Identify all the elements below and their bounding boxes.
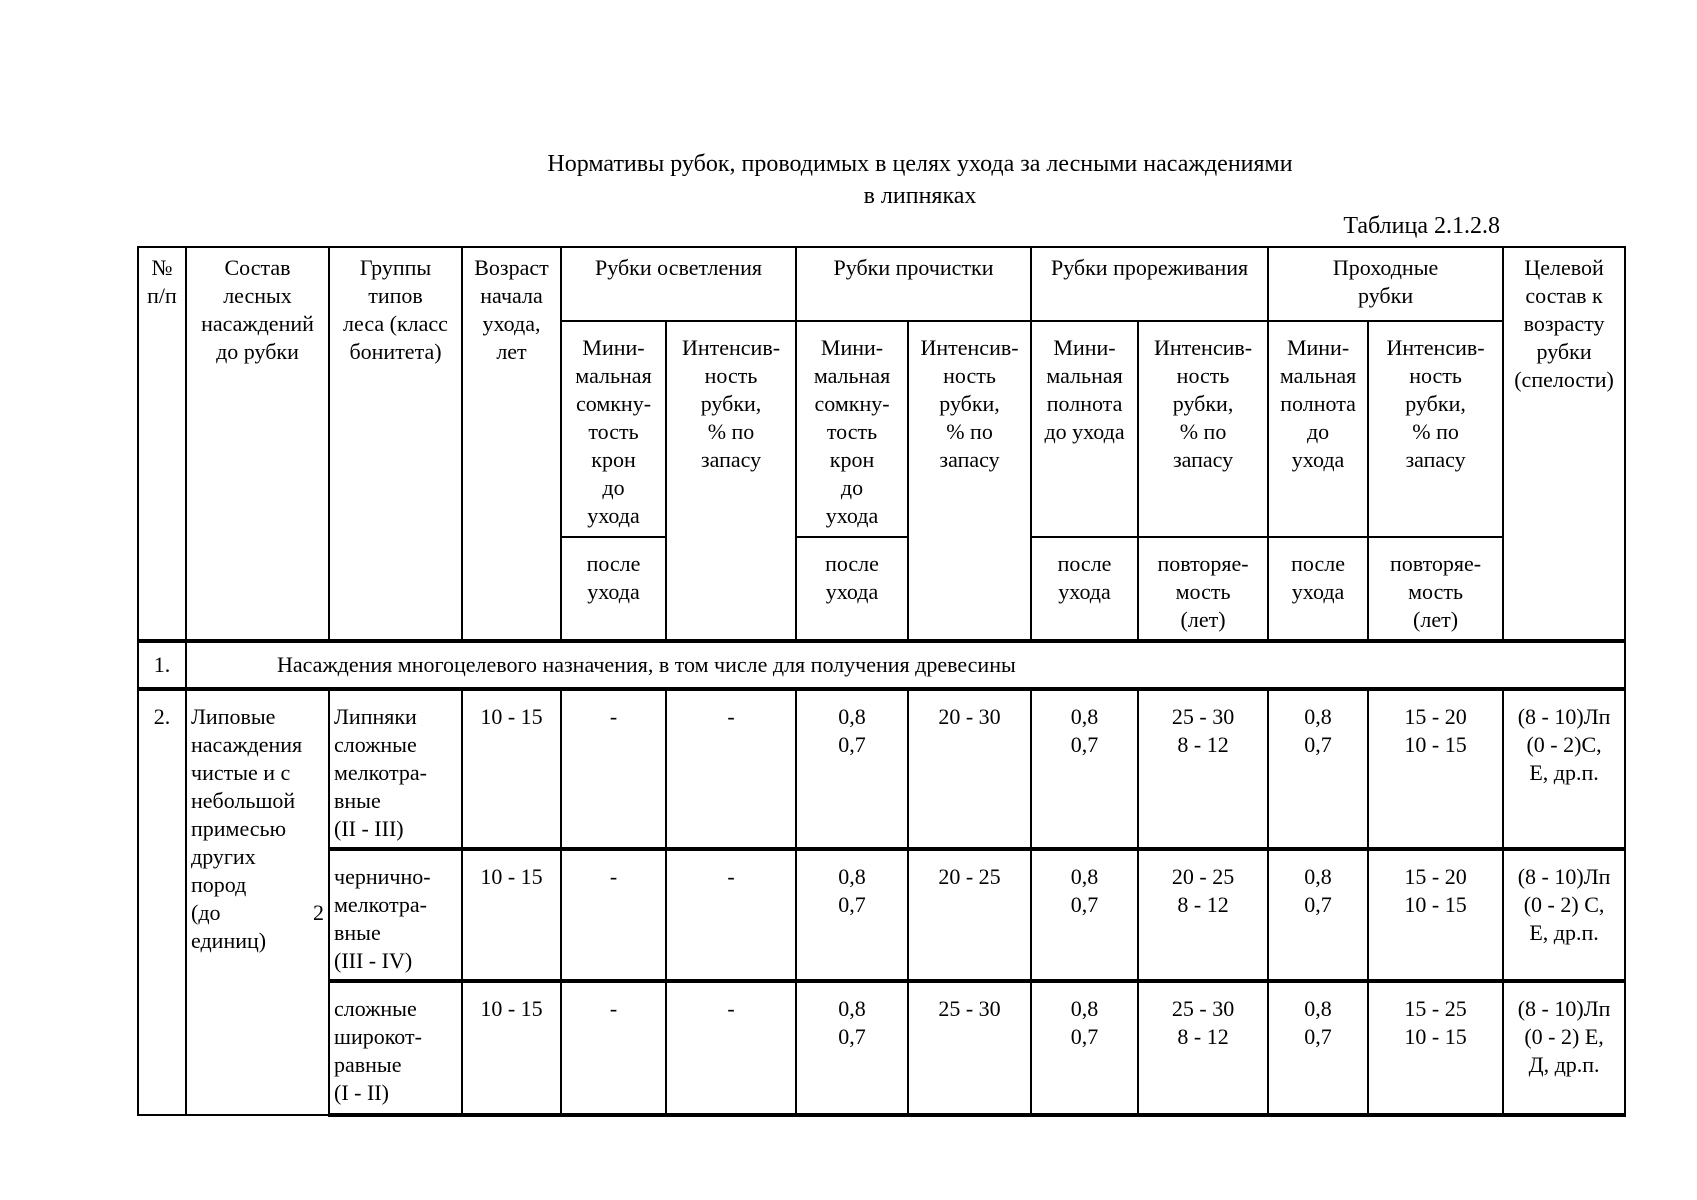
row1-forest-type: Липняки сложные мелкотра- вные (II - III)	[329, 689, 462, 849]
row3-prokh-min: 0,8 0,7	[1268, 981, 1368, 1115]
row2-prorezh-min: 0,8 0,7	[1031, 849, 1138, 981]
header-composition: Состав лесных насаждений до рубки	[186, 247, 329, 641]
row3-forest-type: сложные широкот- равные (I - II)	[329, 981, 462, 1115]
composition-line	[191, 899, 328, 927]
row2-prokh-min: 0,8 0,7	[1268, 849, 1368, 981]
header-prokh-intensity: Интенсив- ность рубки, % по запасу	[1368, 321, 1503, 537]
composition-line: других	[191, 844, 256, 869]
row2-proch-int: 20 - 25	[908, 849, 1031, 981]
header-osv-intensity: Интенсив- ность рубки, % по запасу	[666, 321, 796, 641]
composition-line: насаждения	[191, 732, 303, 757]
header-proch-intensity: Интенсив- ность рубки, % по запасу	[908, 321, 1031, 641]
header-target: Целевой состав к возрасту рубки (спелости)	[1503, 247, 1625, 641]
row3-proch-min: 0,8 0,7	[796, 981, 908, 1115]
header-group-prokhodnye: Проходные рубки	[1268, 247, 1503, 321]
row3-age: 10 - 15	[462, 981, 561, 1115]
row1-prokh-min: 0,8 0,7	[1268, 689, 1368, 849]
logging-standards-table	[137, 246, 1626, 1117]
header-prokh-after: после ухода	[1268, 537, 1368, 641]
header-prorezh-intensity: Интенсив- ность рубки, % по запасу	[1138, 321, 1268, 537]
row1-proch-int: 20 - 30	[908, 689, 1031, 849]
composition-line: чистые и с	[191, 760, 291, 785]
row2-proch-min: 0,8 0,7	[796, 849, 908, 981]
header-prokh-repeat: повторяе- мость (лет)	[1368, 537, 1503, 641]
header-group-prochistka: Рубки прочистки	[796, 247, 1031, 321]
row3-prorezh-min: 0,8 0,7	[1031, 981, 1138, 1115]
composition-line: Липовые	[191, 704, 276, 729]
header-proch-min-crown: Мини- мальная сомкну- тость крон до ухода	[796, 321, 908, 537]
row2-target: (8 - 10)Лп (0 - 2) С, Е, др.п.	[1503, 849, 1625, 981]
row3-prokh-int: 15 - 25 10 - 15	[1368, 981, 1503, 1115]
table-title-line1: Нормативы рубок, проводимых в целях ухода за лесными насаждениями	[547, 151, 1293, 177]
group-composition	[186, 689, 329, 1115]
header-prorezh-repeat: повторяе- мость (лет)	[1138, 537, 1268, 641]
composition-line: пород	[191, 872, 247, 897]
section-num: 1.	[138, 641, 186, 689]
header-prorezh-after: после ухода	[1031, 537, 1138, 641]
header-prorezh-min-density: Мини- мальная полнота до ухода	[1031, 321, 1138, 537]
row1-target: (8 - 10)Лп (0 - 2)С, Е, др.п.	[1503, 689, 1625, 849]
table-row	[138, 981, 1625, 1115]
header-num: № п/п	[138, 247, 186, 641]
row1-proch-min: 0,8 0,7	[796, 689, 908, 849]
composition-part: (до	[191, 900, 221, 925]
composition-part: 2	[313, 900, 324, 925]
table-number: Таблица 2.1.2.8	[1343, 213, 1500, 239]
header-start-age: Возраст начала ухода, лет	[462, 247, 561, 641]
section-title: Насаждения многоцелевого назначения, в том числе для получения древесины	[186, 641, 1625, 689]
header-group-osvetlenie: Рубки осветления	[561, 247, 796, 321]
table-row	[138, 849, 1625, 981]
row3-proch-int: 25 - 30	[908, 981, 1031, 1115]
table-title-line2: в липняках	[863, 183, 977, 209]
row1-prokh-int: 15 - 20 10 - 15	[1368, 689, 1503, 849]
group-num: 2.	[138, 689, 186, 1115]
row2-prokh-int: 15 - 20 10 - 15	[1368, 849, 1503, 981]
row1-prorezh-min: 0,8 0,7	[1031, 689, 1138, 849]
row1-osv-min: -	[561, 689, 666, 849]
row3-osv-int: -	[666, 981, 796, 1115]
composition-line: примесью	[191, 816, 287, 841]
row3-osv-min: -	[561, 981, 666, 1115]
header-osv-min-crown: Мини- мальная сомкну- тость крон до ухода	[561, 321, 666, 537]
row3-prorezh-int: 25 - 30 8 - 12	[1138, 981, 1268, 1115]
row2-forest-type: чернично- мелкотра- вные (III - IV)	[329, 849, 462, 981]
header-forest-groups: Группы типов леса (класс бонитета)	[329, 247, 462, 641]
header-prokh-min-density: Мини- мальная полнота до ухода	[1268, 321, 1368, 537]
row1-prorezh-int: 25 - 30 8 - 12	[1138, 689, 1268, 849]
row3-target: (8 - 10)Лп (0 - 2) Е, Д, др.п.	[1503, 981, 1625, 1115]
composition-line: единиц)	[191, 928, 267, 953]
row1-age: 10 - 15	[462, 689, 561, 849]
composition-line: небольшой	[191, 788, 296, 813]
row2-prorezh-int: 20 - 25 8 - 12	[1138, 849, 1268, 981]
row1-osv-int: -	[666, 689, 796, 849]
row2-osv-int: -	[666, 849, 796, 981]
header-osv-after: после ухода	[561, 537, 666, 641]
table-row	[138, 689, 1625, 849]
row2-age: 10 - 15	[462, 849, 561, 981]
header-proch-after: после ухода	[796, 537, 908, 641]
row2-osv-min: -	[561, 849, 666, 981]
header-group-prorezhivanie: Рубки прореживания	[1031, 247, 1268, 321]
